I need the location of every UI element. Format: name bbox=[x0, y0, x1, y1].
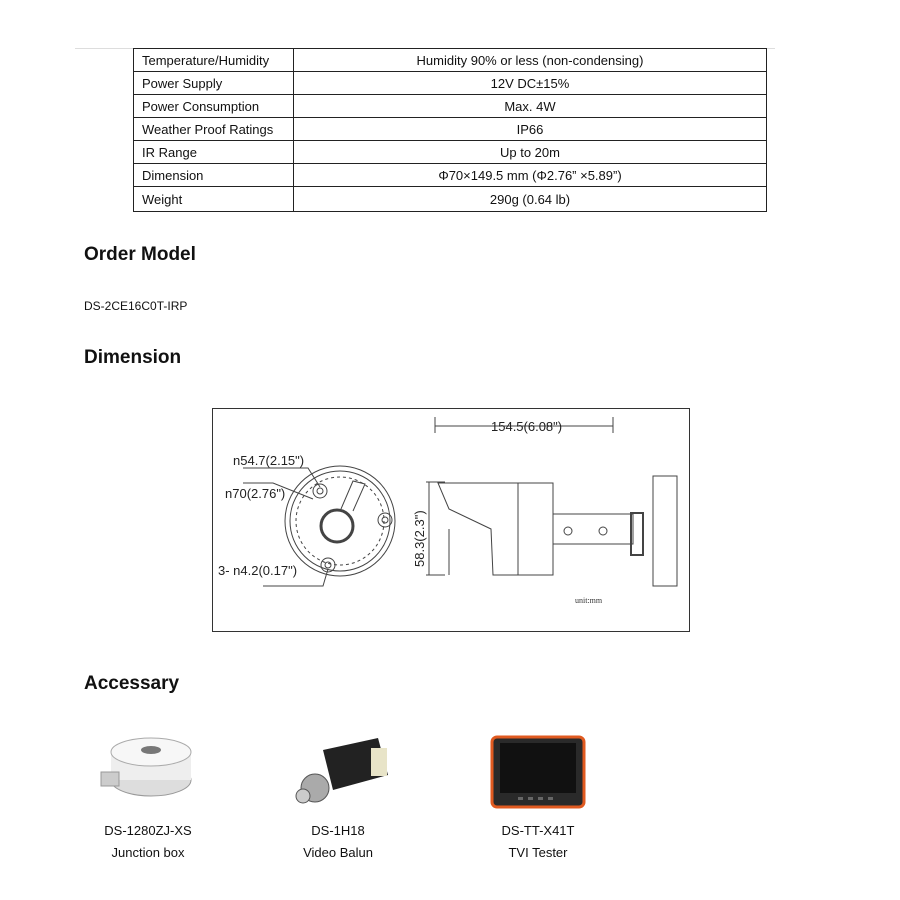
spec-row bbox=[134, 49, 767, 72]
hole-label: 3- n4.2(0.17") bbox=[218, 563, 298, 578]
height-label: 58.3(2.3") bbox=[412, 510, 427, 567]
dimension-diagram bbox=[212, 408, 690, 632]
unit-label: unit:mm bbox=[575, 596, 603, 605]
dimension-heading: Dimension bbox=[84, 347, 182, 368]
spec-label: Dimension bbox=[134, 164, 294, 187]
accessory-tvi-tester bbox=[468, 735, 608, 864]
diameter-label-1: n54.7(2.15") bbox=[233, 453, 305, 468]
accessory-name: TVI Tester bbox=[508, 845, 568, 860]
length-label: 154.5(6.08") bbox=[491, 419, 563, 434]
spec-row bbox=[134, 72, 767, 95]
spec-table bbox=[133, 48, 767, 212]
spec-value: 12V DC±15% bbox=[294, 72, 767, 95]
spec-value: Max. 4W bbox=[294, 95, 767, 118]
accessory-name: Junction box bbox=[111, 845, 185, 860]
spec-value: Up to 20m bbox=[294, 141, 767, 164]
spec-value: IP66 bbox=[294, 118, 767, 141]
spec-label: Weight bbox=[134, 187, 294, 212]
spec-label: Power Consumption bbox=[134, 95, 294, 118]
side-view bbox=[426, 417, 677, 586]
accessory-model: DS-1280ZJ-XS bbox=[104, 823, 192, 838]
junction-box-image bbox=[93, 730, 203, 810]
order-model-number: DS-2CE16C0T-IRP bbox=[84, 299, 188, 313]
accessory-video-balun bbox=[268, 730, 408, 864]
spec-row bbox=[134, 141, 767, 164]
accessory-junction-box bbox=[78, 730, 218, 864]
spec-value: Φ70×149.5 mm (Φ2.76” ×5.89”) bbox=[294, 164, 767, 187]
spec-label: Temperature/Humidity bbox=[134, 49, 294, 72]
spec-label: Power Supply bbox=[134, 72, 294, 95]
spec-label: Weather Proof Ratings bbox=[134, 118, 294, 141]
spec-value: 290g (0.64 lb) bbox=[294, 187, 767, 212]
spec-row bbox=[134, 118, 767, 141]
order-model-heading: Order Model bbox=[84, 244, 196, 265]
spec-row bbox=[134, 95, 767, 118]
spec-label: IR Range bbox=[134, 141, 294, 164]
video-balun-image bbox=[283, 730, 393, 810]
accessory-model: DS-1H18 bbox=[311, 823, 365, 838]
tvi-tester-image bbox=[488, 735, 588, 810]
accessory-model: DS-TT-X41T bbox=[501, 823, 575, 838]
accessory-name: Video Balun bbox=[303, 845, 373, 860]
accessory-heading: Accessary bbox=[84, 673, 180, 694]
spec-value: Humidity 90% or less (non-condensing) bbox=[294, 49, 767, 72]
spec-row bbox=[134, 187, 767, 212]
diameter-label-2: n70(2.76") bbox=[225, 486, 286, 501]
spec-row bbox=[134, 164, 767, 187]
